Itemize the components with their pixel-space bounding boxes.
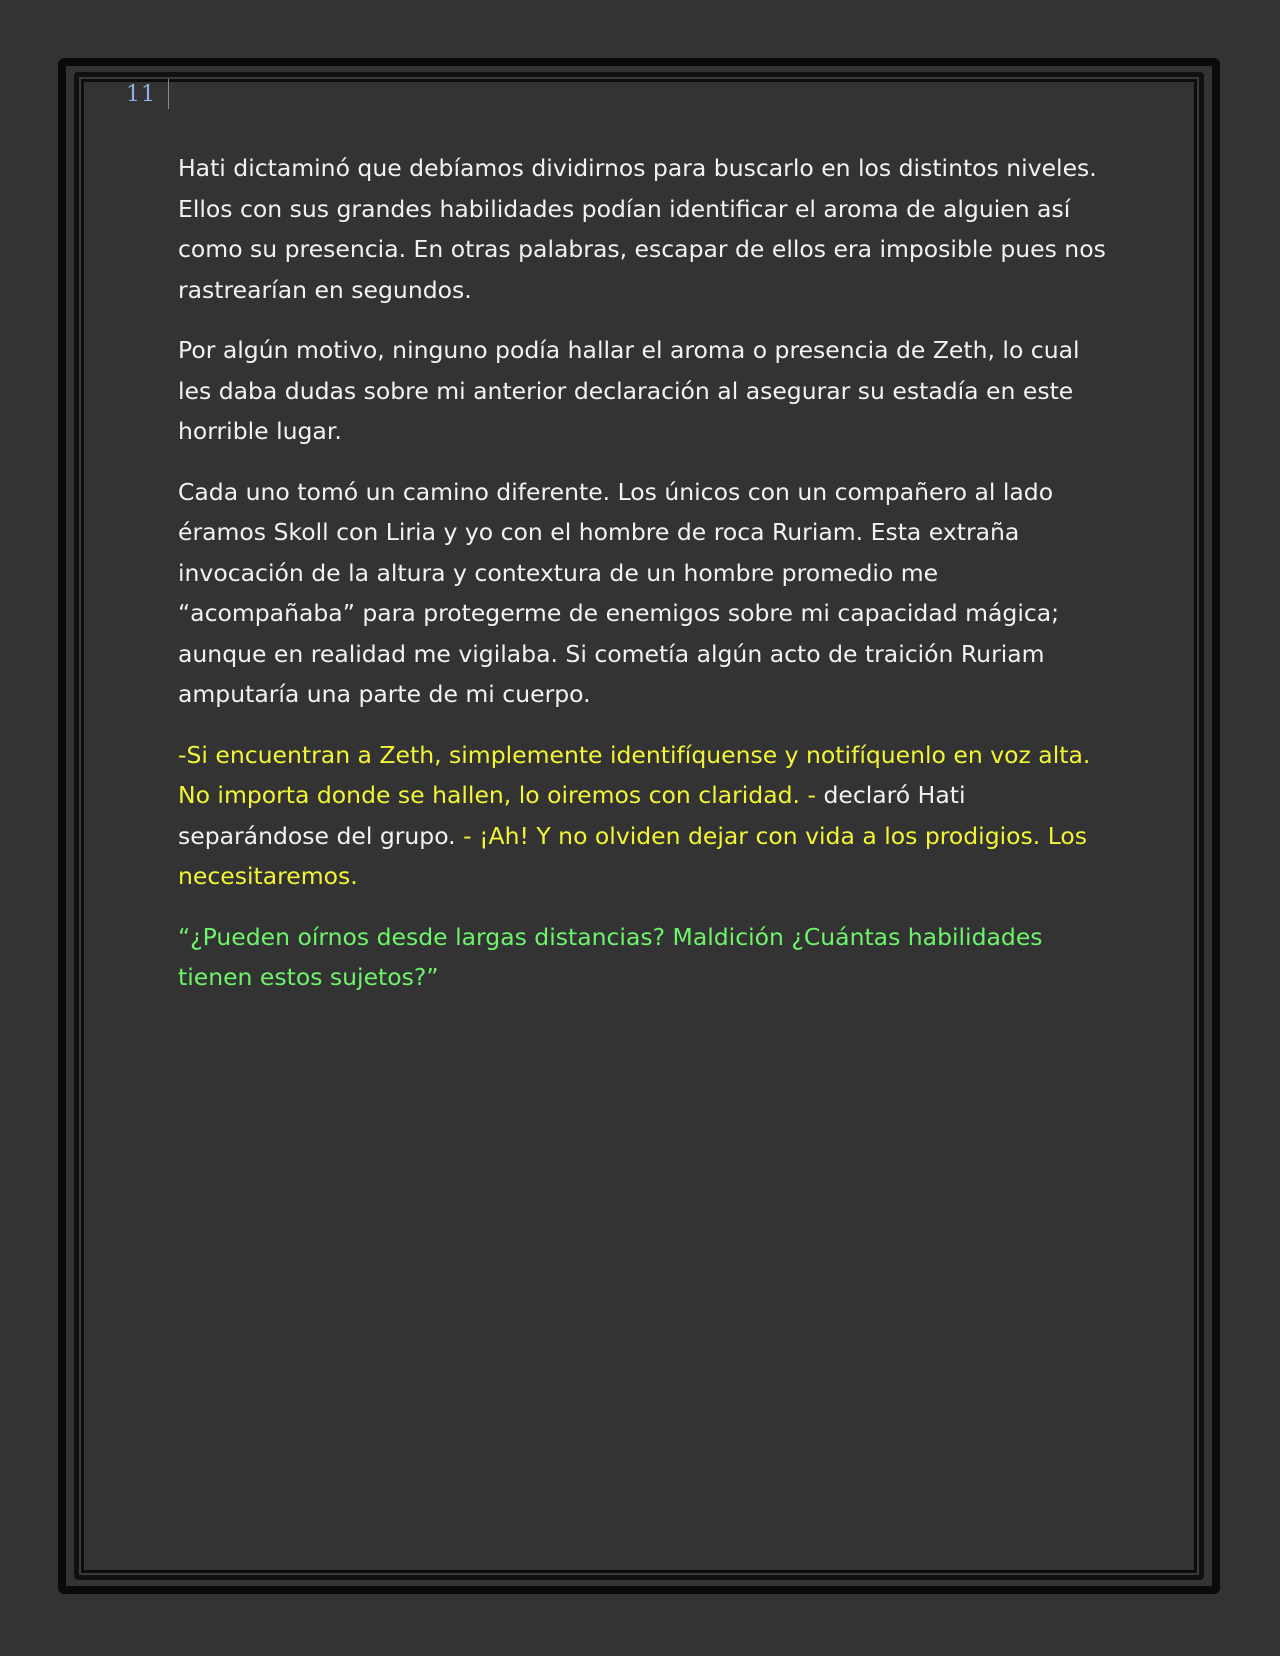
paragraph-1	[178, 148, 1108, 310]
page-number-divider	[168, 79, 169, 109]
thought-text: “¿Pueden oírnos desde largas distancias? Maldición ¿Cuántas habilidades tienen estos sujetos?”	[178, 922, 1043, 991]
paragraph-2	[178, 330, 1108, 452]
dialogue-text: -Si encuentran a Zeth, simplemente identifíquense y notifíquenlo en voz alta. No importa donde se hallen, lo oiremos con claridad. -	[178, 740, 1091, 809]
narration-text: Por algún motivo, ninguno podía hallar el aroma o presencia de Zeth, lo cual les daba dudas sobre mi anterior declaración al asegurar su estadía en este horrible lugar.	[178, 336, 1080, 445]
page-body	[178, 148, 1108, 1018]
page-header	[126, 78, 169, 110]
dialogue-text: - ¡Ah! Y no olviden dejar con vida a los prodigios. Los necesitaremos.	[178, 821, 1088, 890]
narration-text: Cada uno tomó un camino diferente. Los únicos con un compañero al lado éramos Skoll con Liria y yo con el hombre de roca Ruriam. Esta extraña invocación de la altura y contextura de un hombre promedio me “acompañaba” para protegerme de enemigos sobre mi capacidad mágica; aunque en realidad me vigilaba. Si cometía algún acto de traición Ruriam amputaría una parte de mi cuerpo.	[178, 477, 1060, 708]
paragraph-3	[178, 472, 1108, 715]
narration-text: Hati dictaminó que debíamos dividirnos para buscarlo en los distintos niveles. Ellos con sus grandes habilidades podían identificar el aroma de alguien así como su presencia. En otras palabras, escapar de ellos era imposible pues nos rastrearían en segundos.	[178, 154, 1106, 304]
paragraph-5	[178, 917, 1108, 998]
paragraph-4	[178, 735, 1108, 897]
narration-text: declaró Hati separándose del grupo.	[178, 781, 966, 850]
page-number: 11	[126, 81, 156, 107]
